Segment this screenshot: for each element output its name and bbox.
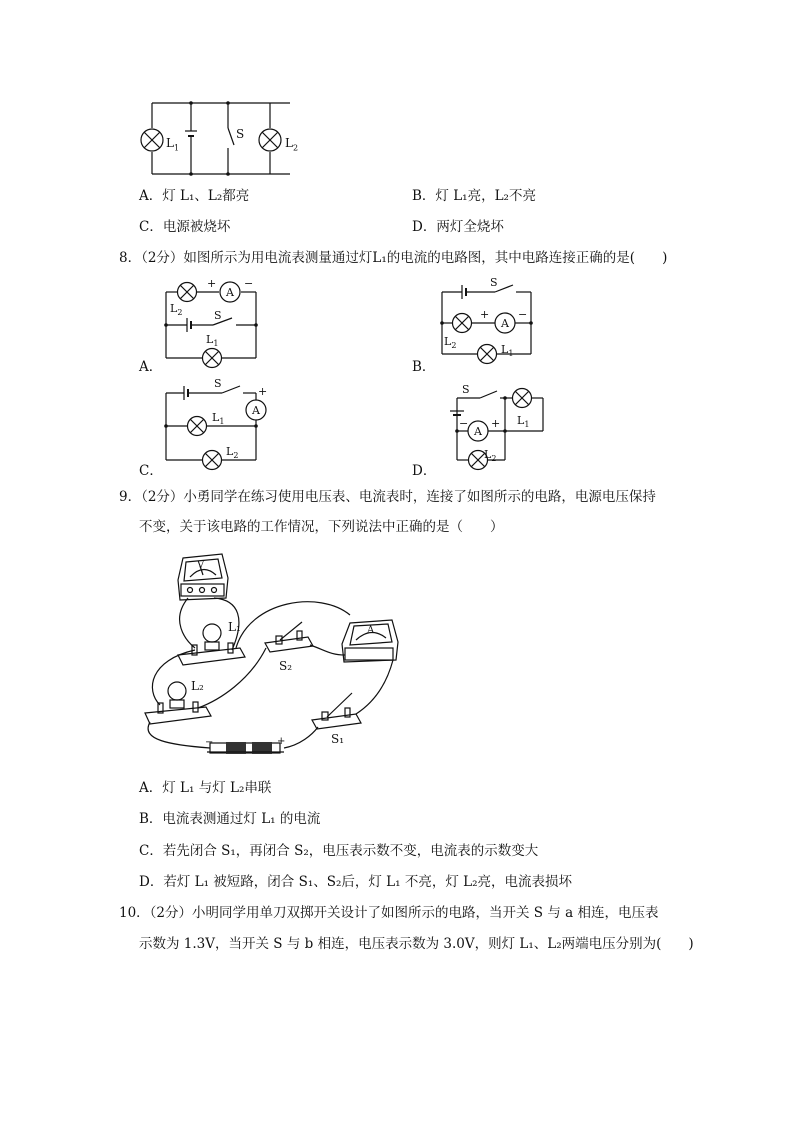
q7-option-b[interactable]: B．灯 L₁亮，L₂不亮 <box>412 188 536 204</box>
label-L2: $L_2$ <box>484 448 497 464</box>
ammeter-d-label: A <box>474 425 482 438</box>
label-S: S <box>214 309 222 322</box>
battery-icon <box>207 742 284 754</box>
label-L1: $L_1$ <box>206 333 219 349</box>
voltmeter-v-label: V <box>197 560 205 571</box>
label-S: S <box>214 377 222 390</box>
q9-option-b[interactable]: B．电流表测通过灯 L₁ 的电流 <box>139 811 321 827</box>
plus-sign: + <box>480 308 490 321</box>
label-L1: $L_1$ <box>517 414 530 430</box>
label-L1: $L_1$ <box>501 343 514 359</box>
label-S: S <box>490 276 498 289</box>
q9-option-d[interactable]: D．若灯 L₁ 被短路，闭合 S₁、S₂后，灯 L₁ 不亮，灯 L₂亮，电流表损坏 <box>139 874 573 890</box>
label-L1: $L_1$ <box>212 411 225 427</box>
battery-minus: − <box>205 737 214 748</box>
q7-label-L1: L <box>166 136 174 150</box>
minus-sign: − <box>459 417 469 430</box>
minus-sign: − <box>244 277 254 290</box>
label-S1: S₁ <box>331 732 345 746</box>
q7-option-d[interactable]: D．两灯全烧坏 <box>412 219 504 235</box>
label-S2: S₂ <box>279 659 293 673</box>
minus-sign: − <box>518 308 528 321</box>
label-L2: $L_2$ <box>226 445 239 461</box>
q9-option-a[interactable]: A．灯 L₁ 与灯 L₂串联 <box>139 780 272 796</box>
q7-option-c[interactable]: C．电源被烧坏 <box>139 219 231 235</box>
label-S: S <box>462 383 470 396</box>
q8-option-b[interactable]: B． <box>412 359 436 375</box>
battery-plus: + <box>277 736 286 747</box>
ammeter-a-label: A <box>367 625 375 636</box>
q7-label-L2: L <box>285 136 293 150</box>
q7-option-a[interactable]: A．灯 L₁、L₂都亮 <box>139 188 250 204</box>
label-L2: $L_2$ <box>170 302 183 318</box>
q10-stem-line2: 示数为 1.3V，当开关 S 与 b 相连，电压表示数为 3.0V，则灯 L₁、L₂两端电压分别为( ) <box>139 936 694 952</box>
q9-option-c[interactable]: C．若先闭合 S₁，再闭合 S₂，电压表示数不变，电流表的示数变大 <box>139 843 539 859</box>
q7-label-S: S <box>236 127 245 141</box>
plus-sign: + <box>207 277 217 290</box>
plus-sign: + <box>258 385 268 398</box>
ammeter-c-label: A <box>252 404 260 417</box>
switch-S1-icon <box>312 693 361 729</box>
q8-stem: 8．（2分）如图所示为用电流表测量通过灯L₁的电流的电路图，其中电路连接正确的是( ) <box>119 250 668 266</box>
switch-S2-icon <box>265 622 313 652</box>
ammeter-b-label: A <box>501 317 509 330</box>
q10-stem-line1: 10．（2分）小明同学用单刀双掷开关设计了如图所示的电路，当开关 S 与 a 相连，电压表 <box>119 905 659 921</box>
label-L2: $L_2$ <box>444 335 457 351</box>
q8-option-c[interactable]: C． <box>139 463 163 479</box>
q9-stem-line1: 9．（2分）小勇同学在练习使用电压表、电流表时，连接了如图所示的电路，电源电压保持 <box>119 489 656 505</box>
q9-stem-line2: 不变，关于该电路的工作情况，下列说法中正确的是（ ） <box>139 519 504 535</box>
label-L1: L₁ <box>228 620 241 634</box>
q8-option-a[interactable]: A． <box>139 359 163 375</box>
q8-option-d[interactable]: D． <box>412 463 437 479</box>
ammeter-a-label: A <box>226 286 234 299</box>
label-L2: L₂ <box>191 679 204 693</box>
plus-sign: + <box>491 417 501 430</box>
